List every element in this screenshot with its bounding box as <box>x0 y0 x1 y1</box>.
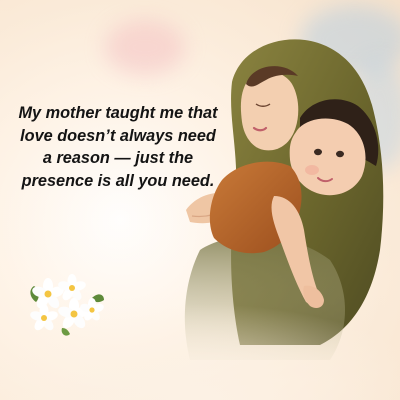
quote-line-1: My mother taught me that <box>18 104 218 122</box>
quote-line-2: love doesn’t always need <box>20 126 216 145</box>
quote-text <box>6 102 230 192</box>
quote-line-3: a reason — just the <box>42 149 194 167</box>
flower-cluster-icon <box>26 272 106 338</box>
quote-line-4: presence is all you need. <box>21 171 215 190</box>
